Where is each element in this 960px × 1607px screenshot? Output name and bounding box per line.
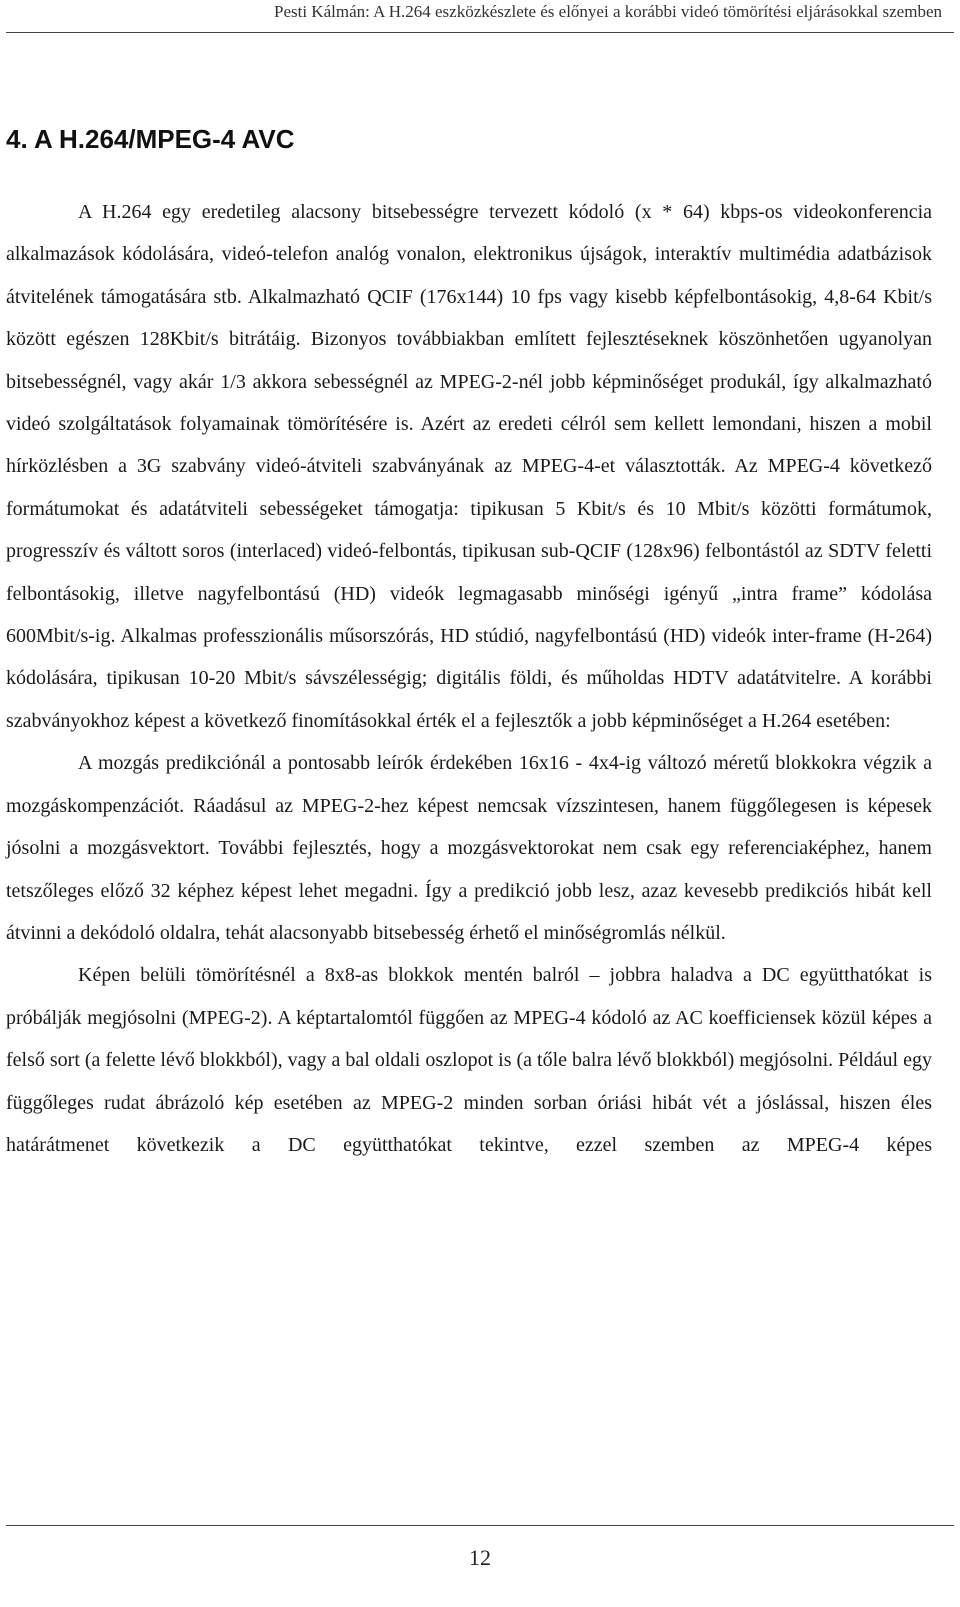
body-text <box>6 191 932 1166</box>
paragraph-3: Képen belüli tömörítésnél a 8x8-as blokkok mentén balról – jobbra haladva a DC együtthatókat is próbálják megjósolni (MPEG-2). A képtartalomtól függően az MPEG-4 kódoló az AC koefficiensek közül képes a felső sort (a felette lévő blokkból), vagy a bal oldali oszlopot is (a tőle balra lévő blokkból) megjósolni. Például egy függőleges rudat ábrázoló kép esetében az MPEG-2 minden sorban óriási hibát vét a jóslással, hiszen éles határátmenet következik a DC együtthatókat tekintve, ezzel szemben az MPEG-4 képes <box>6 964 932 1156</box>
paragraph-2: A mozgás predikciónál a pontosabb leírók érdekében 16x16 - 4x4-ig változó méretű blokkokra végzik a mozgáskompenzációt. Ráadásul az MPEG-2-hez képest nemcsak vízszintesen, hanem függőlegesen is képesek jósolni a mozgásvektort. További fejlesztés, hogy a mozgásvektorokat nem csak egy referenciaképhez, hanem tetszőleges előző 32 képhez képest lehet megadni. Így a predikció jobb lesz, azaz kevesebb predikciós hibát kell átvinni a dekódoló oldalra, tehát alacsonyabb bitsebesség érhető el minőségromlás nélkül. <box>6 752 932 944</box>
page-number: 12 <box>469 1545 491 1570</box>
header-divider <box>6 32 954 33</box>
paragraph-1: A H.264 egy eredetileg alacsony bitsebességre tervezett kódoló (x * 64) kbps-os videokonferencia alkalmazások kódolására, videó-telefon analóg vonalon, elektronikus újságok, interaktív multimédia adatbázisok átvitelének támogatására stb. Alkalmazható QCIF (176x144) 10 fps vagy kisebb képfelbontásokig, 4,8-64 Kbit/s között egészen 128Kbit/s bitrátáig. Bizonyos továbbiakban említett fejlesztéseknek köszönhetően ugyanolyan bitsebességnél, vagy akár 1/3 akkora sebességnél az MPEG-2-nél jobb képminőséget produkál, így alkalmazható videó szolgáltatások folyamainak tömörítésére is. Azért az eredeti célról sem kellett lemondani, hiszen a mobil hírközlésben a 3G szabvány videó-átviteli szabványának az MPEG-4-et választották. Az MPEG-4 következő formátumokat és adatátviteli sebességeket támogatja: tipikusan 5 Kbit/s és 10 Mbit/s közötti formátumok, progresszív és váltott soros (interlaced) videó-felbontás, tipikusan sub-QCIF (128x96) felbontástól az SDTV feletti felbontásokig, illetve nagyfelbontású (HD) videók legmagasabb minőségi igényű „intra frame” kódolása 600Mbit/s-ig. Alkalmas professzionális műsorszórás, HD stúdió, nagyfelbontású (HD) videók inter-frame (H-264) kódolására, tipikusan 10-20 Mbit/s sávszélességig; digitális földi, és műholdas HDTV adatátvitelre. A korábbi szabványokhoz képest a következő finomításokkal érték el a fejlesztők a jobb képminőséget a H.264 esetében: <box>6 201 932 732</box>
section-title: 4. A H.264/MPEG-4 AVC <box>6 124 295 154</box>
footer-divider <box>6 1525 954 1526</box>
running-header: Pesti Kálmán: A H.264 eszközkészlete és előnyei a korábbi videó tömörítési eljárásokkal szemben <box>273 2 942 21</box>
